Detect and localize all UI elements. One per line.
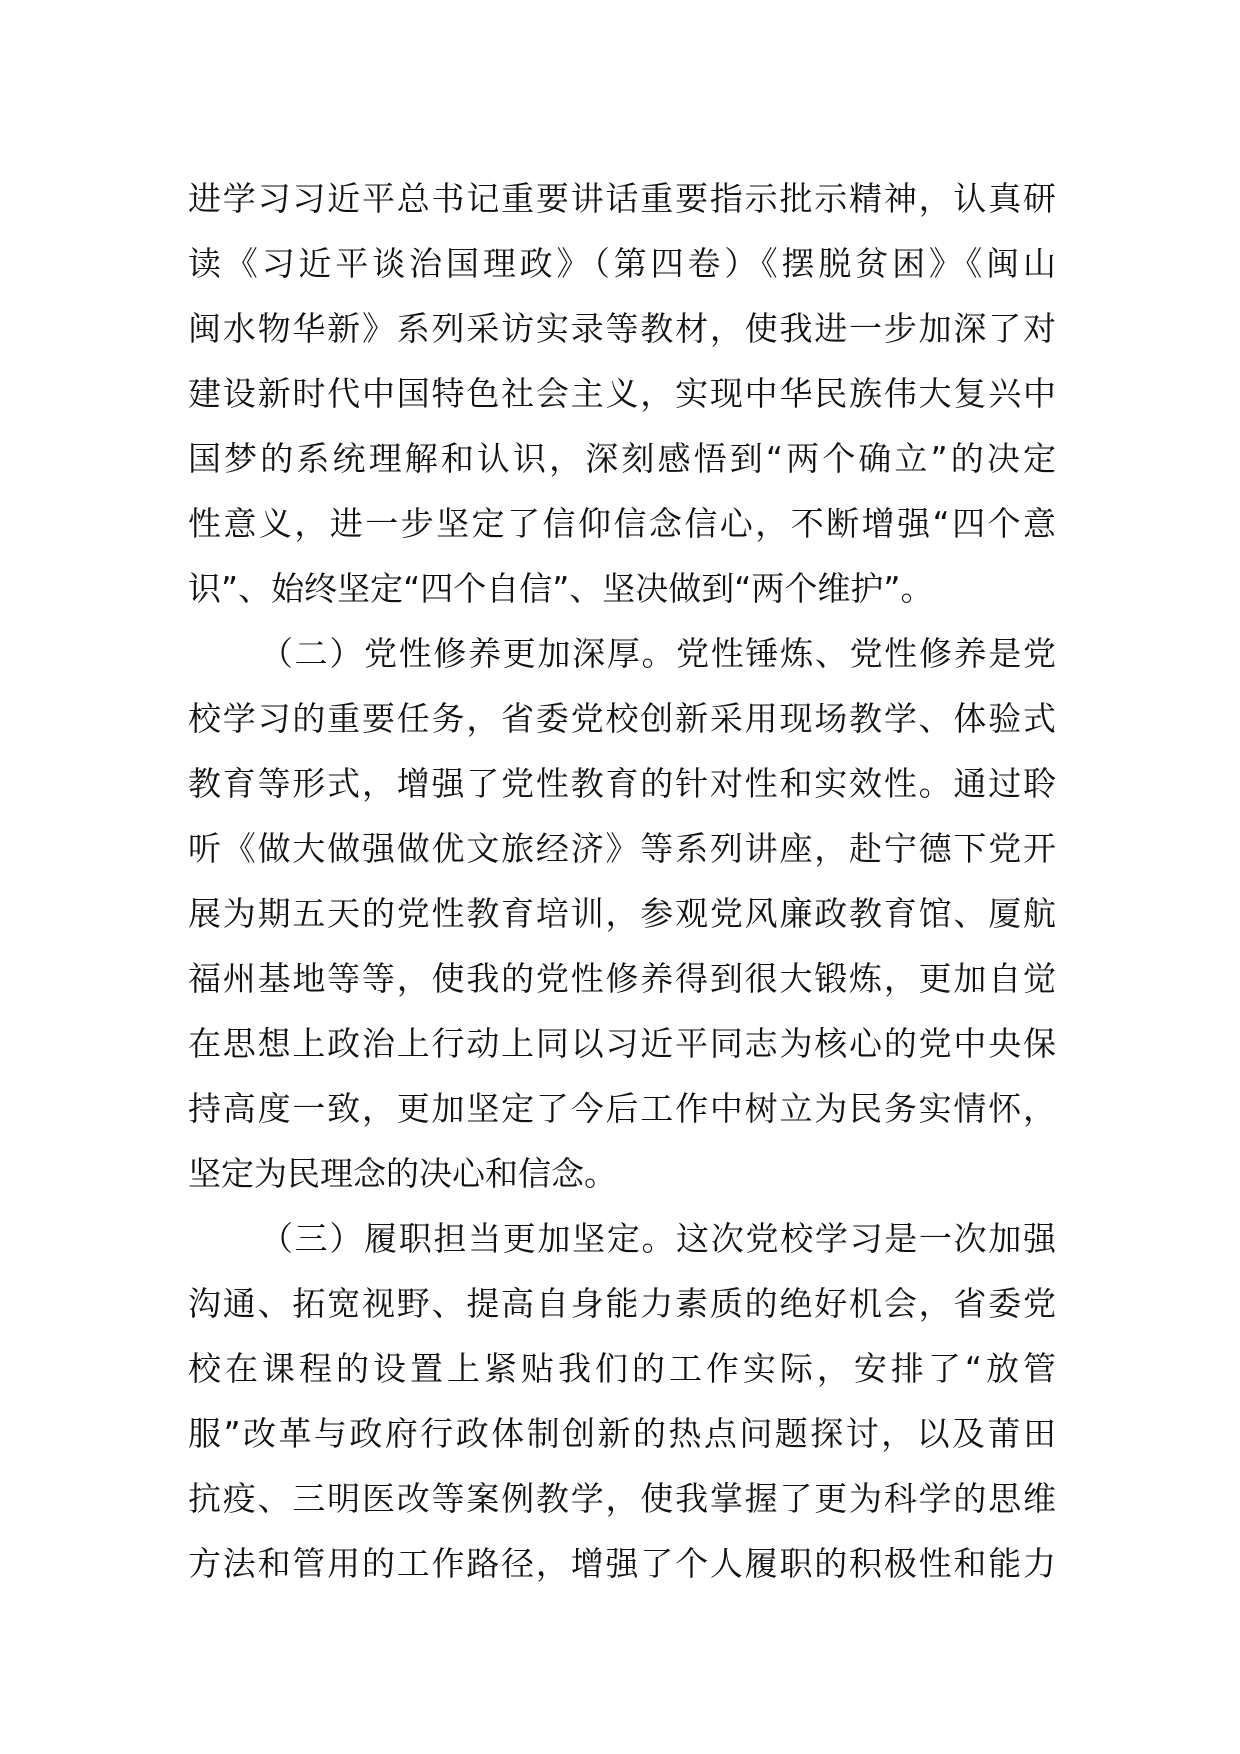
text-line: 坚定为民理念的决心和信念。 (188, 1154, 617, 1193)
text-line: 听《做大做强做优文旅经济》等系列讲座，赴宁德下党开 (188, 829, 1056, 868)
text-line: 抗疫、三明医改等案例教学，使我掌握了更为科学的思维 (188, 1479, 1056, 1518)
paragraph-1 (188, 166, 1056, 621)
paragraph-3 (188, 1206, 1056, 1596)
text-line: 识”、始终坚定“四个自信”、坚决做到“两个维护”。 (188, 569, 934, 608)
text-line: 进学习习近平总书记重要讲话重要指示批示精神，认真研 (188, 179, 1056, 218)
text-line: 福州基地等等，使我的党性修养得到很大锻炼，更加自觉 (188, 959, 1056, 998)
text-line: 方法和管用的工作路径，增强了个人履职的积极性和能力 (188, 1544, 1056, 1583)
text-line: 闽水物华新》系列采访实录等教材，使我进一步加深了对 (188, 309, 1056, 348)
text-line: 沟通、拓宽视野、提高自身能力素质的绝好机会，省委党 (188, 1284, 1056, 1323)
text-line: 持高度一致，更加坚定了今后工作中树立为民务实情怀， (188, 1089, 1056, 1128)
text-line: 校学习的重要任务，省委党校创新采用现场教学、体验式 (188, 699, 1056, 738)
text-line: 性意义，进一步坚定了信仰信念信心，不断增强“四个意 (188, 504, 1056, 543)
text-line: 国梦的系统理解和认识，深刻感悟到“两个确立”的决定 (188, 439, 1056, 478)
text-line: 校在课程的设置上紧贴我们的工作实际，安排了“放管 (188, 1349, 1056, 1388)
text-line: 教育等形式，增强了党性教育的针对性和实效性。通过聆 (188, 764, 1056, 803)
paragraph-2 (188, 621, 1056, 1206)
text-line: 展为期五天的党性教育培训，参观党风廉政教育馆、厦航 (188, 894, 1056, 933)
document-page (188, 166, 1056, 1596)
text-line: 建设新时代中国特色社会主义，实现中华民族伟大复兴中 (188, 374, 1056, 413)
text-line: 在思想上政治上行动上同以习近平同志为核心的党中央保 (188, 1024, 1056, 1063)
paragraph-heading-line: （二）党性修养更加深厚。党性锤炼、党性修养是党 (260, 634, 1056, 673)
text-line: 服”改革与政府行政体制创新的热点问题探讨，以及莆田 (188, 1414, 1056, 1453)
text-line: 读《习近平谈治国理政》（第四卷）《摆脱贫困》《闽山 (188, 244, 1056, 283)
paragraph-heading-line: （三）履职担当更加坚定。这次党校学习是一次加强 (260, 1219, 1056, 1258)
